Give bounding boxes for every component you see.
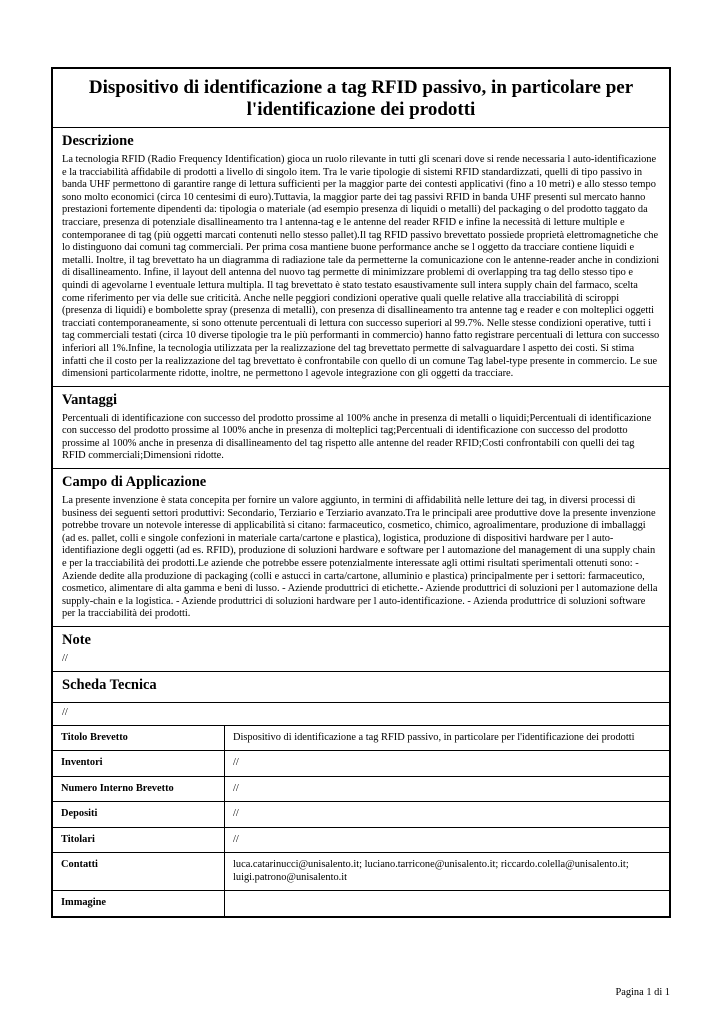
section-text: La presente invenzione è stata concepita per fornire un valore aggiunto, in termini di affidabilità nelle letture dei tag, in diversi processi di business dei seguenti settori produttivi: Secondario, Terziario e Terziario avanzato.Tra le principali aree produttive dove la presente invenzione potrebbe trovare un notevole interesse di applicabilità si citano: farmaceutico, cosmetico, chimico, agroalimentare, produzione di imballaggi (ad es. pallet, colli e singole confezioni in materiale carta/cartone e plastica), logistica, produzione di dispositivi hardware per l auto-identifiazione degli oggetti (ad es. RFID), produzione di soluzioni hardware e software per l automazione del management di una supply chain e per la tracciabilità dei prodotti.Le aziende che potrebbe essere potenzialmente interessate agli ottimi risultati sperimentali ottenuti sono: - Aziende dedite alla produzione di packaging (colli e astucci in carta/cartone, alluminio e plastica) principalmente per i settori: farmaceutico, cosmetico, alimentare di alta gamma e beni di lusso. - Aziende produttrici di etichette.- Aziende produttrici di soluzioni per l automazione della supply-chain e la logistica. - Aziende produttrici di soluzioni hardware per l auto-identificazione. - Azienda produttrice di soluzioni software per la tracciabilità dei prodotti.	[62, 495, 658, 620]
row-value: //	[225, 751, 670, 777]
table-row	[53, 827, 669, 853]
patent-sheet	[51, 67, 671, 918]
row-value	[225, 891, 670, 916]
section-descrizione	[53, 128, 669, 387]
section-vantaggi	[53, 387, 669, 469]
row-label: Immagine	[53, 891, 225, 916]
section-text: Percentuali di identificazione con successo del prodotto prossime al 100% anche in presenza di metalli o liquidi;Percentuali di identificazione con successo del prodotto prossime al 100% anche in presenza di molteplici tag;Percentuali di identificazione con successo del prodotto prossime al 100% anche in presenza di disallineamento del tag rispetto alle antenne del reader RFID;Costi confrontabili con quelli dei tag RFID commerciali;Dimensioni ridotte.	[62, 412, 652, 462]
row-value: //	[225, 802, 670, 828]
row-value: luca.catarinucci@unisalento.it; luciano.tarricone@unisalento.it; riccardo.colella@unisalento.it; luigi.patrono@unisalento.it	[225, 853, 670, 891]
section-heading: Vantaggi	[62, 391, 118, 408]
table-row	[53, 853, 669, 891]
row-label: Inventori	[53, 751, 225, 777]
table-row	[53, 726, 669, 751]
row-label: Depositi	[53, 802, 225, 828]
table-row	[53, 802, 669, 828]
row-value: Dispositivo di identificazione a tag RFID passivo, in particolare per l'identificazione dei prodotti	[233, 731, 635, 743]
section-heading: Scheda Tecnica	[62, 676, 157, 693]
scheda-tecnica-text: //	[53, 703, 669, 726]
table-row	[53, 891, 669, 916]
section-note	[53, 627, 669, 672]
row-label: Contatti	[53, 853, 225, 891]
section-text: //	[62, 653, 68, 664]
section-text: La tecnologia RFID (Radio Frequency Identification) gioca un ruolo rilevante in tutti gli scenari dove si rende necessaria l auto-identificazione e la tracciabilità affidabile di prodotti a livello di singolo item. Tra le varie tipologie di sistemi RFID standardizzati, quelli di tipo passivo in banda UHF permettono di garantire range di lettura sufficienti per la maggior parte dei contesti applicativi (fino a 10 metri) e allo stesso tempo sono molto economici (circa 10 centesimi di euro).Tuttavia, la maggior parte dei tag passivi RFID in banda UHF presenti sul mercato hanno prestazioni fortemente dipendenti da: tipologia o materiale (ad esempio presenza di liquidi o metalli) del packaging o del prodotto taggato da tracciare, presenza di potenziale disallineamento tra l antenna-tag e le antenne del reader RFID e infine la necessità di letture multiple e contemporanee di tag (più oggetti marcati contenuti nello stesso pallet).Il tag RFID passivo brevettato possiede proprietà elettromagnetiche che lo distinguono dai comuni tag commerciali. Per prima cosa mantiene buone performance anche se l oggetto da tracciare contiene liquidi e metalli. Inoltre, il tag brevettato ha un diagramma di radiazione tale da permetterne la comunicazione con le antenne-reader anche in condizioni di disallineamento. Infine, il layout dell antenna del nuovo tag permette di minimizzare problemi di overlapping tra tag dello stesso tipo e quindi di agevolarne l eventuale lettura multipla. Il tag brevettato è stato testato esaustivamente sull intera supply chain del farmaco, scelta come riferimento per via delle sue criticità. Anche nelle peggiori condizioni operative quali quelle relative alla tracciabilità di sciroppi (presenza di liquidi) e bombolette spray (presenza di metalli), con presenza di disallineamento tra antenne tag e reader e con molteplici oggetti tracciati contemporaneamente, si sono ottenute percentuali di lettura con successo superiori al 99.7%. Nelle stesse condizioni operative, tutti i tag commerciali testati (circa 10 diverse tipologie tra le più performanti in commercio) hanno fatto registrare percentuali di lettura con successo inferiori all 1%.Infine, la tecnologia utilizzata per la realizzazione del tag brevettato permette di salvaguardare l aspetto dei costi. Si stima infatti che il costo per la realizzazione del tag brevettato è confrontabile con quello di un comune Tag label-type presente in commercio. Le sue dimensioni particolarmente ridotte, inoltre, ne permettono l agevole integrazione con gli oggetti da tracciare.	[62, 154, 660, 380]
document-title: Dispositivo di identificazione a tag RFID passivo, in particolare per l'identificazione dei prodotti	[53, 69, 669, 128]
row-label: Numero Interno Brevetto	[53, 776, 225, 802]
row-label: Titolo Brevetto	[53, 726, 225, 751]
section-heading: Campo di Applicazione	[62, 474, 207, 491]
row-value: //	[225, 776, 670, 802]
section-scheda-tecnica	[53, 672, 669, 703]
page-number: Pagina 1 di 1	[615, 987, 670, 998]
section-heading: Note	[62, 632, 91, 648]
table-row	[53, 776, 669, 802]
row-value: //	[225, 827, 670, 853]
patent-details-table	[53, 726, 669, 916]
table-row	[53, 751, 669, 777]
row-label: Titolari	[53, 827, 225, 853]
section-heading: Descrizione	[62, 133, 134, 149]
section-campo-applicazione	[53, 469, 669, 627]
